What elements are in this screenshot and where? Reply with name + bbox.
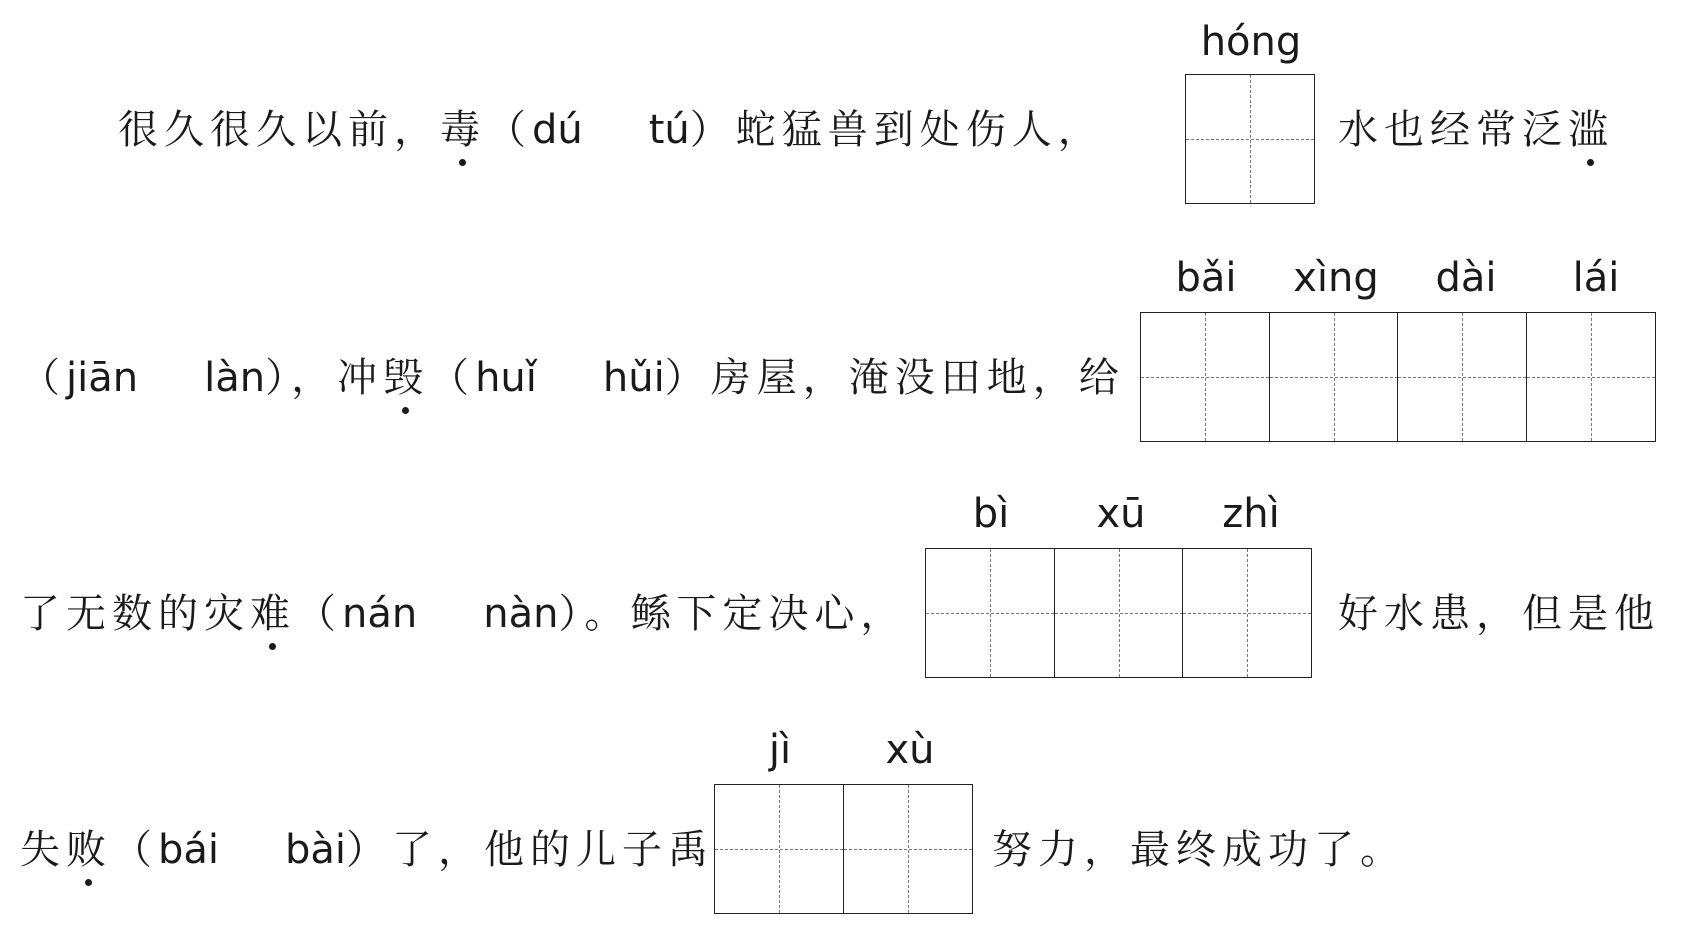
box-pinyin: lái <box>1572 255 1620 301</box>
box-pinyin: hóng <box>1200 19 1302 65</box>
writing-grid-3[interactable] <box>925 548 1312 678</box>
pinyin-option[interactable]: dú <box>532 107 583 153</box>
line3-text <box>20 590 906 638</box>
text: 了无数的灾 <box>20 591 250 637</box>
writing-grid-4[interactable] <box>714 784 973 914</box>
pinyin-option[interactable]: nán <box>342 591 418 637</box>
writing-cell[interactable] <box>714 784 844 914</box>
paren: （ <box>112 827 158 873</box>
paren: （ <box>429 355 476 401</box>
box-pinyin: xìng <box>1293 255 1379 301</box>
pinyin-option[interactable]: jiān <box>66 355 139 401</box>
emphasized-char: 难 <box>250 591 296 637</box>
text: 失 <box>20 827 66 873</box>
paren: ） <box>689 107 736 153</box>
box-pinyin: xù <box>885 727 935 773</box>
text: 好水患，但是他 <box>1338 591 1660 637</box>
writing-cell[interactable] <box>1269 312 1399 442</box>
text: 很久很久以前， <box>118 107 440 153</box>
text: 了，他的儿子禹 <box>392 827 715 873</box>
pinyin-option[interactable]: bài <box>285 827 347 873</box>
line1-text <box>118 106 1104 154</box>
paren: ）。 <box>558 591 631 637</box>
paren: （ <box>486 107 532 153</box>
paren: ）， <box>265 355 338 401</box>
writing-cell[interactable] <box>925 548 1055 678</box>
box-pinyin: dài <box>1435 255 1497 301</box>
emphasized-char: 败 <box>66 827 112 873</box>
line4-text-2 <box>992 826 1406 874</box>
writing-cell[interactable] <box>1185 74 1315 204</box>
writing-cell[interactable] <box>843 784 973 914</box>
paren: ） <box>346 827 393 873</box>
line3-text-2 <box>1338 590 1660 638</box>
line2-text <box>20 354 1125 402</box>
text: 房屋，淹没田地，给 <box>710 355 1125 401</box>
text: 水也经常泛 <box>1338 107 1568 153</box>
emphasized-char: 滥 <box>1568 107 1614 153</box>
box-pinyin: zhì <box>1222 491 1280 537</box>
writing-grid-1[interactable] <box>1185 74 1315 204</box>
emphasized-char: 毒 <box>440 107 486 153</box>
pinyin-option[interactable]: hǔi <box>602 355 665 401</box>
text: 冲 <box>337 355 384 401</box>
writing-cell[interactable] <box>1182 548 1312 678</box>
pinyin-option[interactable]: làn <box>204 355 266 401</box>
line1-text-2 <box>1338 106 1614 154</box>
writing-cell[interactable] <box>1397 312 1527 442</box>
line4-text <box>20 826 714 874</box>
writing-cell[interactable] <box>1054 548 1184 678</box>
paren: （ <box>296 591 342 637</box>
box-pinyin: bǎi <box>1175 255 1237 301</box>
box-pinyin: bì <box>972 491 1010 537</box>
writing-cell[interactable] <box>1140 312 1270 442</box>
pinyin-option[interactable]: nàn <box>483 591 559 637</box>
text: 努力，最终成功了。 <box>992 827 1406 873</box>
text: 蛇猛兽到处伤人， <box>735 107 1104 153</box>
writing-cell[interactable] <box>1526 312 1656 442</box>
pinyin-option[interactable]: tú <box>648 107 690 153</box>
emphasized-char: 毁 <box>383 355 430 401</box>
paren: ） <box>664 355 711 401</box>
paren: （ <box>20 355 66 401</box>
writing-grid-2[interactable] <box>1140 312 1656 442</box>
box-pinyin: xū <box>1096 491 1146 537</box>
pinyin-option[interactable]: huǐ <box>475 355 537 401</box>
pinyin-option[interactable]: bái <box>158 827 220 873</box>
text: 鲧下定决心， <box>630 591 907 637</box>
box-pinyin: jì <box>768 727 792 773</box>
